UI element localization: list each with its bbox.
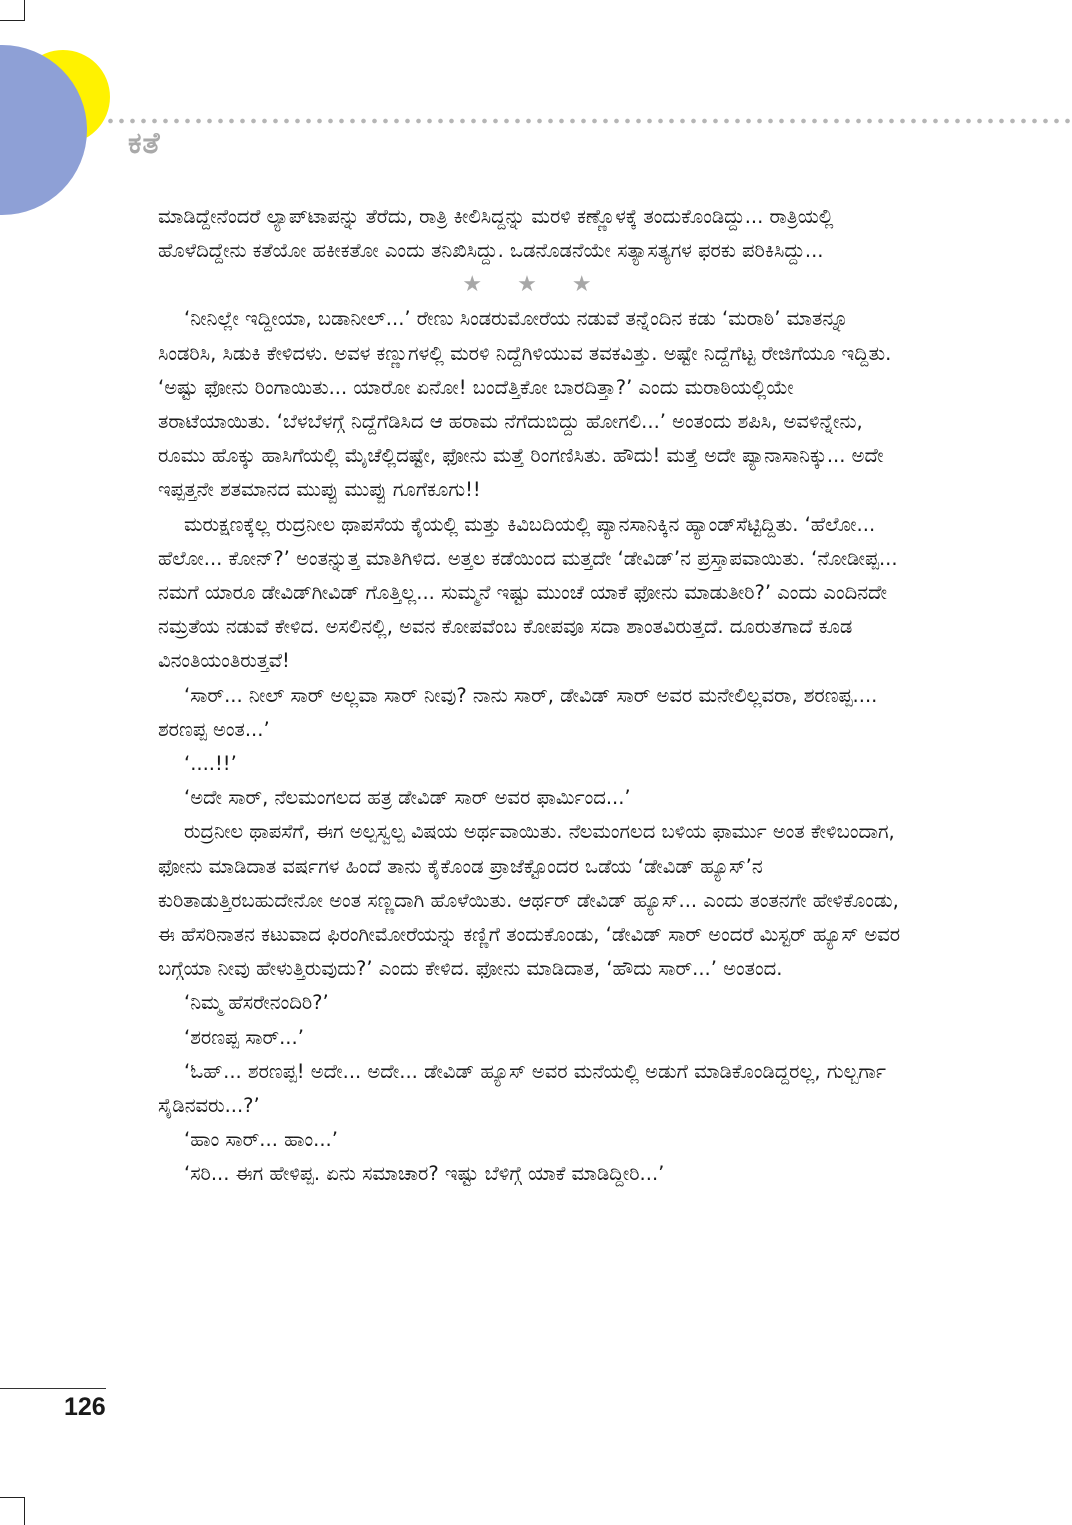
page-number: 126 (64, 1393, 106, 1421)
dotted-rule (105, 117, 1072, 125)
crop-mark-bottom-horizontal (0, 1497, 25, 1498)
paragraph: ‘ಓಹ್... ಶರಣಪ್ಪ! ಅದೇ... ಅದೇ... ಡೇವಿಡ್ ಹ್ಯೂಸ್ ಅವರ ಮನೆಯಲ್ಲಿ ಅಡುಗೆ ಮಾಡಿಕೊಂಡಿದ್ದರಲ್ಲ, ಗುಲ್ಬರ್ಗಾ ಸೈಡಿನವರು...?’ (158, 1059, 886, 1118)
paragraph: ಮರುಕ್ಷಣಕ್ಕೆಲ್ಲ ರುದ್ರನೀಲ ಥಾಪಸೆಯ ಕೈಯಲ್ಲಿ ಮತ್ತು ಕಿವಿಬದಿಯಲ್ಲಿ ಪ್ಯಾನಸಾನಿಕ್ಕಿನ ಹ್ಯಾಂಡ್‌ಸೆಟ್ಟಿದ್ದಿತು. ‘ಹೆಲೋ... ಹೆಲೋ... ಕೋನ್?’ ಅಂತನ್ನುತ್ತ ಮಾತಿಗಿಳಿದ. ಅತ್ತಲ ಕಡೆಯಿಂದ ಮತ್ತದೇ ‘ಡೇವಿಡ್’ನ ಪ್ರಸ್ತಾಪವಾಯಿತು. ‘ನೋಡೀಪ್ಪ... ನಮಗೆ ಯಾರೂ ಡೇವಿಡ್‌ಗೀವಿಡ್ ಗೊತ್ತಿಲ್ಲ... ಸುಮ್ಮನೆ ಇಷ್ಟು ಮುಂಚೆ ಯಾಕೆ ಫೋನು ಮಾಡುತೀರಿ?’ ಎಂದು ಎಂದಿನದೇ ನಮ್ರತೆಯ ನಡುವೆ ಕೇಳಿದ. ಅಸಲಿನಲ್ಲಿ, ಅವನ ಕೋಪವೆಂಬ ಕೋಪವೂ ಸದಾ ಶಾಂತವಿರುತ್ತದೆ. ದೂರುತಗಾದೆ ಕೂಡ ವಿನಂತಿಯಂತಿರುತ್ತವೆ! (158, 512, 898, 673)
paragraph: ‘....!!’ (184, 752, 237, 776)
crop-mark-bottom-vertical (24, 1497, 25, 1525)
paragraph: ‘ಅದೇ ಸಾರ್, ನೆಲಮಂಗಲದ ಹತ್ರ ಡೇವಿಡ್ ಸಾರ್ ಅವರ ಫಾರ್ಮಿಂದ...’ (184, 786, 631, 810)
footer-rule (0, 1388, 106, 1389)
paragraph: ‘ಸಾರ್... ನೀಲ್ ಸಾರ್ ಅಲ್ಲವಾ ಸಾರ್ ನೀವು? ನಾನು ಸಾರ್, ಡೇವಿಡ್ ಸಾರ್ ಅವರ ಮನೇಲಿಲ್ಲವರಾ, ಶರಣಪ್ಪ.... ಶರಣಪ್ಪ ಅಂತ...’ (158, 683, 878, 741)
body-text (158, 200, 910, 1192)
paragraph: ರುದ್ರನೀಲ ಥಾಪಸೆಗೆ, ಈಗ ಅಲ್ಪಸ್ವಲ್ಪ ವಿಷಯ ಅರ್ಥವಾಯಿತು. ನೆಲಮಂಗಲದ ಬಳಿಯ ಫಾರ್ಮು ಅಂತ ಕೇಳಿಬಂದಾಗ, ಫೋನು ಮಾಡಿದಾತ ವರ್ಷಗಳ ಹಿಂದೆ ತಾನು ಕೈಕೊಂಡ ಪ್ರಾಜೆಕ್ಟೊಂದರ ಒಡೆಯ ‘ಡೇವಿಡ್ ಹ್ಯೂಸ್’ನ ಕುರಿತಾಡುತ್ತಿರಬಹುದೇನೋ ಅಂತ ಸಣ್ಣದಾಗಿ ಹೊಳೆಯಿತು. ಆರ್ಥರ್ ಡೇವಿಡ್ ಹ್ಯೂಸ್... ಎಂದು ತಂತನಗೇ ಹೇಳಿಕೊಂಡು, ಈ ಹೆಸರಿನಾತನ ಕಟುವಾದ ಫಿರಂಗೀಮೋರೆಯನ್ನು ಕಣ್ಣಿಗೆ ತಂದುಕೊಂಡು, ‘ಡೇವಿಡ್ ಸಾರ್ ಅಂದರೆ ಮಿಸ್ಟರ್ ಹ್ಯೂಸ್ ಅವರ ಬಗ್ಗೆಯಾ ನೀವು ಹೇಳುತ್ತಿರುವುದು?’ ಎಂದು ಕೇಳಿದ. ಫೋನು ಮಾಡಿದಾತ, ‘ಹೌದು ಸಾರ್...’ ಅಂತಂದ. (158, 820, 901, 981)
section-label: ಕತೆ (128, 126, 161, 161)
paragraph: ‘ನಿಮ್ಮ ಹೆಸರೇನಂದಿರಿ?’ (184, 991, 329, 1015)
section-separator: ★ ★ ★ (462, 272, 606, 298)
paragraph: ‘ನೀನಿಲ್ಲೇ ಇದ್ದೀಯಾ, ಬಡಾನೀಲ್...’ ರೇಣು ಸಿಂಡರುಮೋರೆಯ ನಡುವೆ ತನ್ನೆಂದಿನ ಕಡು ‘ಮರಾಠಿ’ ಮಾತನ್ನೂ ಸಿಂಡರಿಸಿ, ಸಿಡುಕಿ ಕೇಳಿದಳು. ಅವಳ ಕಣ್ಣುಗಳಲ್ಲಿ ಮರಳಿ ನಿದ್ದೆಗಿಳಿಯುವ ತವಕವಿತ್ತು. ಅಷ್ಟೇ ನಿದ್ದೆಗೆಟ್ಟ ರೇಜಿಗೆಯೂ ಇದ್ದಿತು. ‘ಅಷ್ಟು ಫೋನು ರಿಂಗಾಯಿತು... ಯಾರೋ ಏನೋ! ಬಂದೆತ್ತಿಕೋ ಬಾರದಿತ್ತಾ?’ ಎಂದು ಮರಾಠಿಯಲ್ಲಿಯೇ ತರಾಟೆಯಾಯಿತು. ‘ಬೆಳಬೆಳಗ್ಗೆ ನಿದ್ದೆಗೆಡಿಸಿದ ಆ ಹರಾಮ ನೆಗೆದುಬಿದ್ದು ಹೋಗಲಿ...’ ಅಂತಂದು ಶಪಿಸಿ, ಅವಳಿನ್ನೇನು, ರೂಮು ಹೊಕ್ಕು ಹಾಸಿಗೆಯಲ್ಲಿ ಮೈಚೆಲ್ಲಿದಷ್ಟೇ, ಫೋನು ಮತ್ತೆ ರಿಂಗಣಿಸಿತು. ಹೌದು! ಮತ್ತೆ ಅದೇ ಪ್ಯಾನಾಸಾನಿಕ್ಕು... ಅದೇ ಇಪ್ಪತ್ತನೇ ಶತಮಾನದ ಮುಪ್ಪು ಮುಪ್ಪು ಗೂಗೆಕೂಗು!! (158, 307, 892, 502)
paragraph: ‘ಹಾಂ ಸಾರ್... ಹಾಂ...’ (184, 1128, 338, 1152)
paragraph: ‘ಶರಣಪ್ಪ ಸಾರ್...’ (184, 1025, 304, 1049)
paragraph-continued: ಮಾಡಿದ್ದೇನೆಂದರೆ ಲ್ಯಾಪ್‌ಟಾಪನ್ನು ತೆರೆದು, ರಾತ್ರಿ ಕೀಲಿಸಿದ್ದನ್ನು ಮರಳಿ ಕಣ್ಣೊಳಕ್ಕೆ ತಂದುಕೊಂಡಿದ್ದು... ರಾತ್ರಿಯಲ್ಲಿ ಹೊಳೆದಿದ್ದೇನು ಕತೆಯೋ ಹಕೀಕತೋ ಎಂದು ತನಿಖಿಸಿದ್ದು. ಒಡನೊಡನೆಯೇ ಸತ್ಯಾಸತ್ಯಗಳ ಫರಕು ಪರಿಕಿಸಿದ್ದು... (158, 205, 834, 263)
header-decoration (0, 0, 120, 220)
paragraph: ‘ಸರಿ... ಈಗ ಹೇಳಿಪ್ಪ. ಏನು ಸಮಾಚಾರ? ಇಷ್ಟು ಬೆಳಿಗ್ಗೆ ಯಾಕೆ ಮಾಡಿದ್ದೀರಿ...’ (184, 1162, 665, 1186)
